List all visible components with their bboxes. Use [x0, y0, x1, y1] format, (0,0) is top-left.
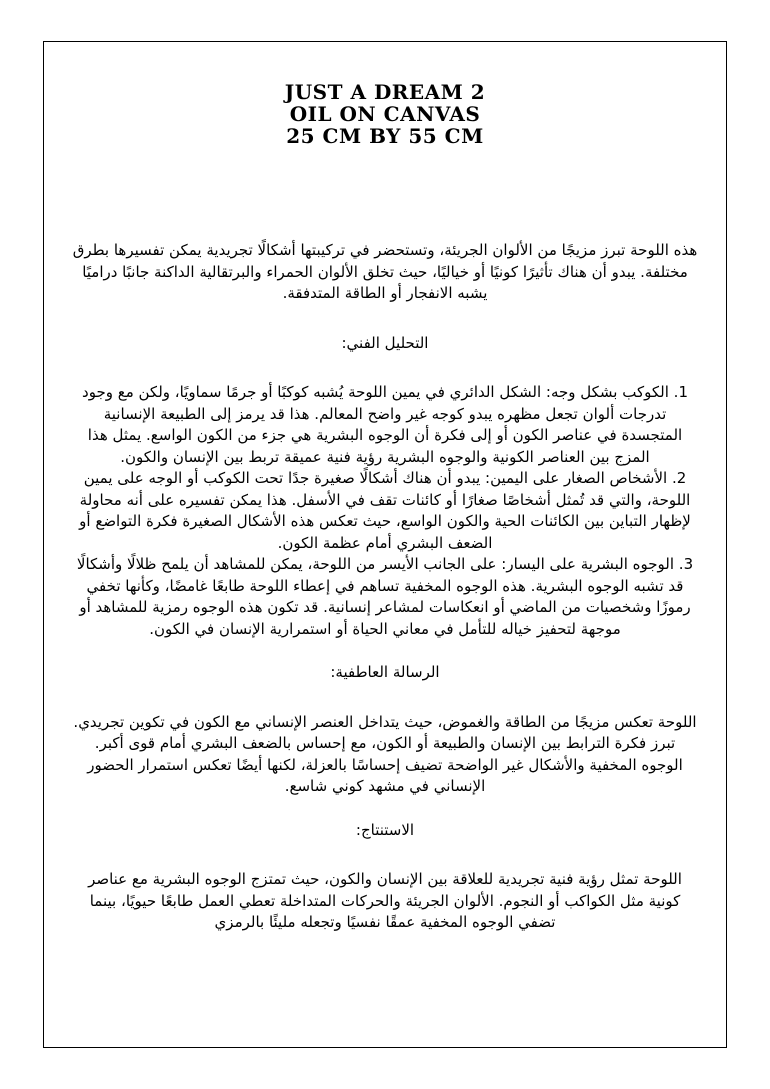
artwork-title-block	[43, 81, 727, 147]
intro-paragraph: هذه اللوحة تبرز مزيجًا من الألوان الجريئة، وتستحضر في تركيبتها أشكالًا تجريدية يمكن تفسيرها بطرق مختلفة. يبدو أن هناك تأثيرًا كونيًا أو خياليًا، حيث تخلق الألوان الحمراء والبرتقالية الداكنة جانبًا دراميًا يشبه الانفجار أو الطاقة المتدفقة.	[72, 241, 698, 302]
emotional-paragraph: اللوحة تعكس مزيجًا من الطاقة والغموض، حيث يتداخل العنصر الإنساني مع الكون في تكوين تجريدي. تبرز فكرة الترابط بين الإنسان والطبيعة أو الكون، مع إحساس بالضعف البشري أمام قوى أكبر. الوجوه المخفية والأشكال غير الواضحة تضيف إحساسًا بالعزلة، لكنها أيضًا تعكس استمرار الحضور الإنساني في مشهد كوني شاسع.	[73, 712, 697, 795]
analysis-item-small-people: 2. الأشخاص الصغار على اليمين: يبدو أن هناك أشكالًا صغيرة جدًا تحت الكوكب أو الوجه على يمين اللوحة، والتي قد تُمثل أشخاصًا صغارًا أو كائنات تقف في الأسفل. هذا يمكن تفسيره على أنه محاولة لإظهار التباين بين الكائنات الحية والكون الواسع، حيث تعكس هذه الأشكال الصغيرة فكرة التواضع أو الضعف البشري أمام عظمة الكون.	[79, 469, 691, 552]
artwork-dimensions: 25 CM BY 55 CM	[286, 124, 484, 148]
artwork-medium: OIL ON CANVAS	[289, 102, 481, 126]
emotional-heading: الرسالة العاطفية:	[330, 663, 440, 681]
conclusion-paragraph: اللوحة تمثل رؤية فنية تجريدية للعلاقة بين الإنسان والكون، حيث تمتزج الوجوه البشرية مع عناصر كونية مثل الكواكب أو النجوم. الألوان الجريئة والحركات المتداخلة تعطي العمل طابعًا حيويًا، بينما تضفي الوجوه المخفية عمقًا نفسيًا وتجعله مليئًا بالرمزي	[88, 870, 682, 931]
analysis-item-planet-face: 1. الكوكب بشكل وجه: الشكل الدائري في يمين اللوحة يُشبه كوكبًا أو جرمًا سماويًا، ولكن مع وجود تدرجات ألوان تجعل مظهره يبدو كوجه غير واضح المعالم. هذا قد يرمز إلى الطبيعة الإنسانية المتجسدة في عناصر الكون أو إلى فكرة أن الوجوه البشرية هي جزء من الكون الواسع. يمثل هذا المزج بين العناصر الكونية والوجوه البشرية رؤية فنية عميقة تربط بين الإنسان والكون.	[82, 383, 688, 466]
analysis-item-human-faces: 3. الوجوه البشرية على اليسار: على الجانب الأيسر من اللوحة، يمكن للمشاهد أن يلمح ظلالًا وأشكالًا قد تشبه الوجوه البشرية. هذه الوجوه المخفية تساهم في إعطاء اللوحة طابعًا غامضًا، وكأنها تخفي رموزًا وشخصيات من الماضي أو انعكاسات لمشاعر إنسانية. قد تكون هذه الوجوه رمزية للمشاهد أو موجهة لتحفيز خياله للتأمل في معاني الحياة أو استمرارية الإنسان في الكون.	[76, 555, 694, 638]
analysis-heading: التحليل الفني:	[341, 333, 429, 352]
artwork-title: JUST A DREAM 2	[284, 80, 486, 104]
conclusion-heading: الاستنتاج:	[355, 820, 415, 839]
document-body	[72, 240, 698, 934]
